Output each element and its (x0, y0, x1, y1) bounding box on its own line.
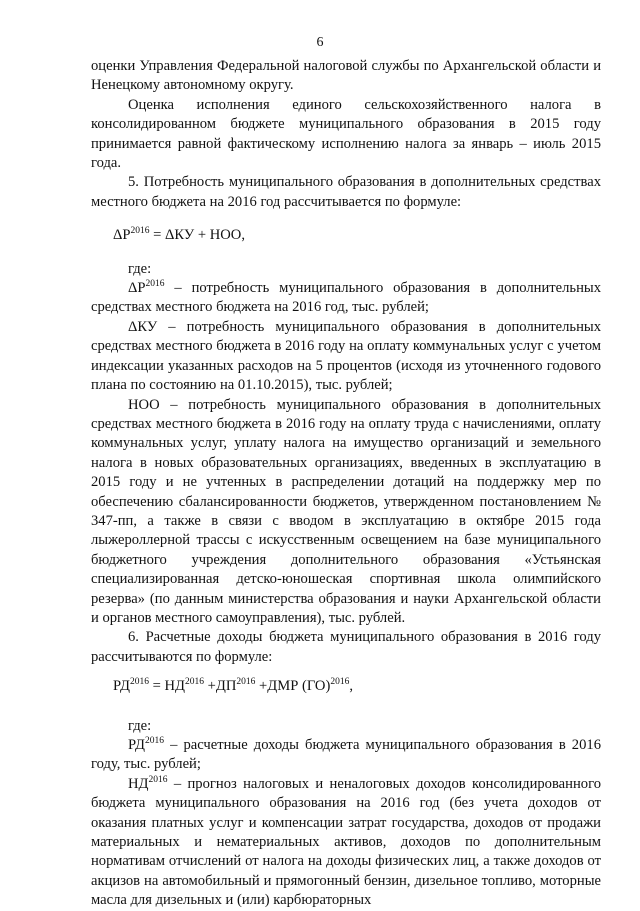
definition-text: – расчетные доходы бюджета муниципального образования в 2016 году, тыс. рублей; (91, 737, 601, 773)
definition-noo: НОО – потребность муниципального образования в дополнительных средствах местного бюджета в 2016 году на оплату труда с начислениями, оплату коммунальных услуг, уплату налога на имущество организаций и земельного налога в новых образовательных организациях, введенных в эксплуатацию в 2015 году и не учтенных в распределении дотаций на поддержку мер по обеспечению сбалансированности бюджетов, утвержденном постановлением № 347-пп, а также в связи с вводом в эксплуатацию в октябре 2015 года лыжероллерной трассы с искусственным освещением на базе муниципального бюджетного учреждения дополнительного образования «Устьянская специализированная детско-юношеская спортивная школа олимпийского резерва» (по данным министерства образования и науки Архангельской области и органов местного самоуправления), тыс. рублей. (91, 396, 601, 626)
formula-superscript: 2016 (330, 677, 350, 688)
formula-term: = НД (148, 678, 186, 695)
formula-term: , (349, 678, 353, 695)
paragraph-esn-estimate: Оценка исполнения единого сельскохозяйственного налога в консолидированном бюджете муниципального образования в 2015 году принимается равной фактическому исполнению налога за январь – июль 2015 года. (91, 96, 601, 172)
document-body (91, 57, 601, 911)
page-number: 6 (316, 35, 324, 50)
formula-term: +ДМР (ГО) (255, 678, 331, 695)
definition-superscript: 2016 (148, 774, 168, 785)
definition-rd (91, 736, 601, 775)
paragraph-item-5: 5. Потребность муниципального образования в дополнительных средствах местного бюджета на 2016 год рассчитывается по формуле: (91, 174, 601, 210)
formula-superscript: 2016 (236, 677, 256, 688)
definition-text: – потребность муниципального образования в дополнительных средствах местного бюджета на 2016 год, тыс. рублей; (91, 280, 601, 316)
definition-superscript: 2016 (145, 279, 165, 290)
formula-need (113, 226, 601, 245)
definition-term: РД (128, 737, 145, 753)
formula-term: РД (113, 678, 130, 695)
paragraph-item-6: 6. Расчетные доходы бюджета муниципального образования в 2016 году рассчитываются по формуле: (91, 629, 601, 665)
definition-text: – прогноз налоговых и неналоговых доходов консолидированного бюджета муниципального образования на 2016 год (без учета доходов от оказания платных услуг и компенсации затрат государства, доходов от продажи материальных и нематериальных активов, доходов по дополнительным нормативам отчислений от налога на доходы физических лиц, а также доходов от акцизов на автомобильный и прямогонный бензин, дизельное топливо, моторные масла для дизельных и (или) карбюраторных (91, 775, 601, 909)
definition-nd (91, 775, 601, 911)
definition-term: ΔР (128, 280, 146, 297)
formula-term: ΔР (113, 227, 131, 244)
formula-term: +ДП (204, 678, 237, 695)
definition-term: НД (128, 775, 149, 792)
definition-delta-p (91, 279, 601, 318)
definition-delta-ku: ΔКУ – потребность муниципального образования в дополнительных средствах местного бюджета в 2016 году на оплату коммунальных услуг с учетом индексации указанных расходов на 5 процентов (исходя из уточненного годового плана по состоянию на 01.10.2015), тыс. рублей; (91, 318, 601, 394)
paragraph-continuation: оценки Управления Федеральной налоговой службы по Архангельской области и Ненецкому автономному округу. (91, 58, 601, 94)
formula-superscript: 2016 (129, 677, 149, 688)
formula-superscript: 2016 (130, 226, 150, 237)
where-label: где: (128, 260, 152, 277)
formula-rhs: = ΔКУ + НОО, (149, 227, 245, 244)
formula-revenue (113, 677, 601, 696)
formula-superscript: 2016 (185, 677, 205, 688)
where-label: где: (128, 717, 152, 734)
definition-superscript: 2016 (144, 736, 164, 746)
